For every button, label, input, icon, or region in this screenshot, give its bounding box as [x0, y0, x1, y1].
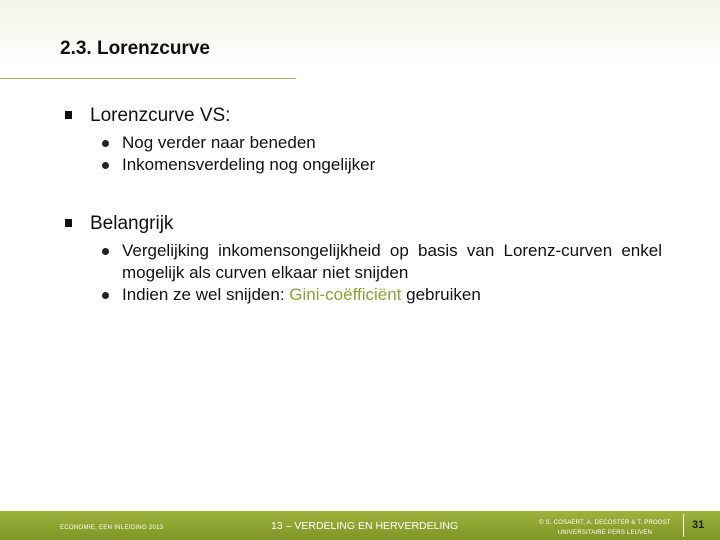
- round-bullet-icon: [102, 162, 109, 169]
- list-item-text: Inkomensverdeling nog ongelijker: [122, 155, 376, 174]
- footer-chapter-title: 13 – VERDELING EN HERVERDELING: [271, 520, 459, 532]
- section-belangrijk: [62, 212, 662, 306]
- list-item: [62, 240, 662, 284]
- list-item-text-before: Indien ze wel snijden:: [122, 285, 290, 304]
- gini-coefficient-highlight: Gini-coëfficiënt: [289, 285, 402, 304]
- section-heading-text: Belangrijk: [90, 213, 174, 234]
- section-heading-text: Lorenzcurve VS:: [90, 105, 231, 126]
- page-number: 31: [692, 519, 705, 531]
- footer-copyright-authors: © S. COSAERT, A. DECOSTER & T. PROOST: [539, 520, 671, 526]
- section-heading: [62, 104, 662, 128]
- round-bullet-icon: [102, 292, 109, 299]
- footer-divider: [683, 514, 684, 537]
- square-bullet-icon: [65, 111, 72, 119]
- title-underline: [0, 78, 296, 79]
- round-bullet-icon: [102, 140, 109, 147]
- list-item-text: Nog verder naar beneden: [122, 133, 316, 152]
- list-item: [62, 132, 662, 154]
- list-item: [62, 154, 662, 176]
- section-heading: [62, 212, 662, 236]
- list-item-text-after: gebruiken: [401, 285, 481, 304]
- round-bullet-icon: [102, 248, 109, 255]
- sub-list: [62, 132, 662, 176]
- footer-course-title: ECONOMIE, EEN INLEIDING 2013: [60, 525, 164, 531]
- slide-title: 2.3. Lorenzcurve: [60, 38, 210, 59]
- footer-bar: [0, 511, 720, 540]
- list-item-text: Vergelijking inkomensongelijkheid op basis van Lorenz-curven enkel mogelijk als curven elkaar niet snijden: [122, 241, 662, 282]
- sub-list: [62, 240, 662, 306]
- footer-copyright: [530, 518, 680, 538]
- section-lorenzcurve-vs: [62, 104, 662, 176]
- footer-copyright-publisher: UNIVERSITAIRE PERS LEUVEN: [557, 530, 653, 536]
- list-item: [62, 284, 662, 306]
- square-bullet-icon: [65, 219, 72, 227]
